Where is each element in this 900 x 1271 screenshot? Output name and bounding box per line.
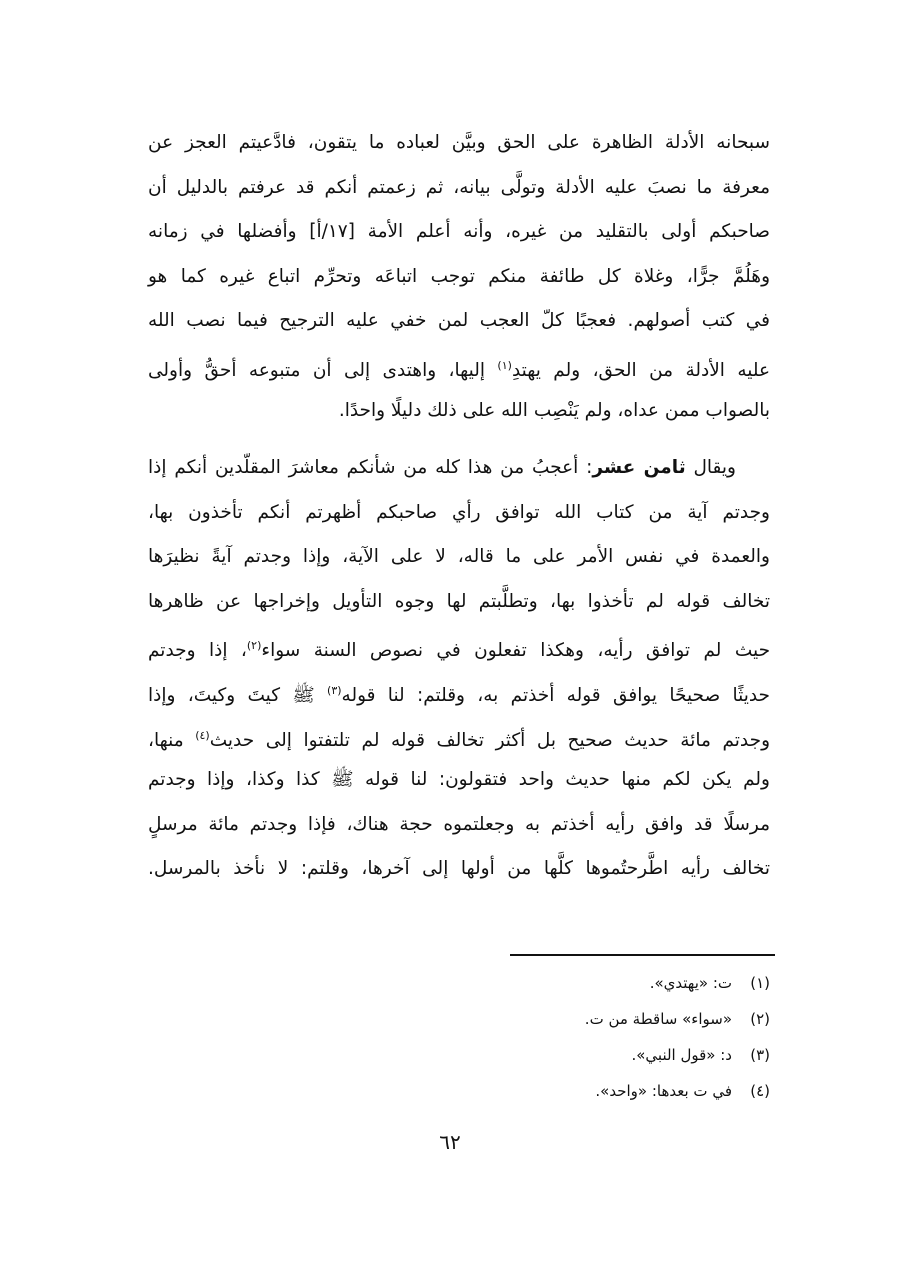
text-segment: إليها، واهتدى إلى أن متبوعه أحقُّ وأولى — [148, 359, 498, 381]
text-line — [148, 262, 770, 307]
text-line — [148, 631, 770, 676]
text-segment: في كتب أصولهم. فعجبًا كلّ العجب لمن خفي عليه الترجيح فيما نصب الله — [148, 310, 770, 332]
paragraph-1 — [148, 128, 770, 440]
footnote-number: (٤) — [750, 1082, 770, 1100]
text-line — [148, 173, 770, 218]
footnote-text: «سواء» ساقطة من ت. — [584, 1010, 732, 1028]
text-segment: حيث لم توافق رأيه، وهكذا تفعلون في نصوص السنة سواء — [261, 640, 770, 662]
text-segment: تخالف قوله لم تأخذوا بها، وتطلَّبتم لها وجوه التأويل وإخراجها عن ظاهرها — [148, 590, 770, 612]
footnotes — [585, 970, 770, 1114]
text-segment: وجدتم آية من كتاب الله توافق رأي صاحبكم أظهرتم أنكم تأخذون بها، — [148, 501, 770, 523]
text-segment: حديثًا صحيحًا يوافق قوله أخذتم به، وقلتم: لنا قوله — [341, 684, 770, 706]
footnote — [585, 1078, 770, 1114]
footnote-divider — [510, 954, 775, 956]
footnote-marker: (٣) — [327, 683, 342, 697]
text-line — [148, 396, 770, 441]
text-line — [148, 351, 770, 396]
text-segment: تخالف رأيه اطَّرحتُموها كلَّها من أولها إلى آخرها، وقلتم: لا نأخذ بالمرسل. — [148, 858, 770, 880]
page-number: ٦٢ — [439, 1130, 461, 1154]
text-line — [148, 765, 770, 810]
text-line — [148, 854, 770, 899]
footnote — [585, 970, 770, 1006]
text-line — [148, 542, 770, 587]
paragraph-2 — [148, 453, 770, 899]
text-segment: سبحانه الأدلة الظاهرة على الحق وبيَّن لعباده ما يتقون، فادَّعيتم العجز عن — [148, 132, 770, 153]
text-line — [148, 587, 770, 632]
text-line — [148, 306, 770, 351]
text-segment: بالصواب ممن عداه، ولم يَنْصِب الله على ذلك دليلًا واحدًا. — [338, 399, 770, 421]
footnote — [585, 1042, 770, 1078]
text-segment: ويقال — [685, 457, 736, 478]
text-segment: معرفة ما نصبَ عليه الأدلة وتولَّى بيانه، ثم زعمتم أنكم قد عرفتم بالدليل أن — [148, 176, 770, 198]
text-segment: منها، — [148, 729, 196, 751]
text-segment: والعمدة في نفس الأمر على ما قاله، لا على الآية، وإذا وجدتم آيةً نظيرَها — [148, 546, 770, 568]
footnote-number: (١) — [750, 974, 770, 992]
text-line — [148, 498, 770, 543]
footnote-text: ت: «يهتدي». — [649, 974, 732, 992]
footnote-marker: (١) — [497, 358, 512, 372]
footnote-marker: (٤) — [195, 728, 210, 742]
footnote-marker: (٢) — [246, 639, 262, 653]
text-segment: ولم يكن لكم منها حديث واحد فتقولون: لنا قوله ﷺ كذا وكذا، وإذا وجدتم — [148, 769, 770, 791]
text-line — [148, 217, 770, 262]
text-segment: عليه الأدلة من الحق، ولم يهتدِ — [511, 359, 771, 381]
text-segment: ﷺ كيتَ وكيتَ، وإذا — [148, 684, 328, 706]
footnote — [585, 1006, 770, 1042]
text-line — [148, 676, 770, 721]
text-segment: ، إذا وجدتم — [148, 640, 247, 662]
footnote-number: (٢) — [750, 1010, 770, 1028]
text-segment: : أعجبُ من هذا كله من شأنكم معاشرَ المقلّدين أنكم إذا — [148, 457, 593, 478]
text-segment: وهَلُمَّ جرًّا، وغلاة كل طائفة منكم توجب اتباعَه وتحرِّم اتباع غيره كما هو — [148, 265, 770, 287]
text-line — [148, 721, 770, 766]
text-line — [148, 453, 770, 498]
bold-text: ثامن عشر — [592, 457, 686, 478]
text-line — [148, 810, 770, 855]
text-line — [148, 128, 770, 173]
text-segment: مرسلًا قد وافق رأيه أخذتم به وجعلتموه حجة هناك، فإذا وجدتم مائة مرسلٍ — [148, 813, 770, 835]
footnote-text: في ت بعدها: «واحد». — [595, 1082, 732, 1100]
footnote-text: د: «قول النبي». — [631, 1046, 732, 1064]
text-segment: وجدتم مائة حديث صحيح بل أكثر تخالف قوله لم تلتفتوا إلى حديث — [209, 729, 770, 751]
text-segment: صاحبكم أولى بالتقليد من غيره، وأنه أعلم الأمة [١٧/أ] وأفضلها في زمانه — [148, 221, 771, 243]
footnote-number: (٣) — [750, 1046, 770, 1064]
